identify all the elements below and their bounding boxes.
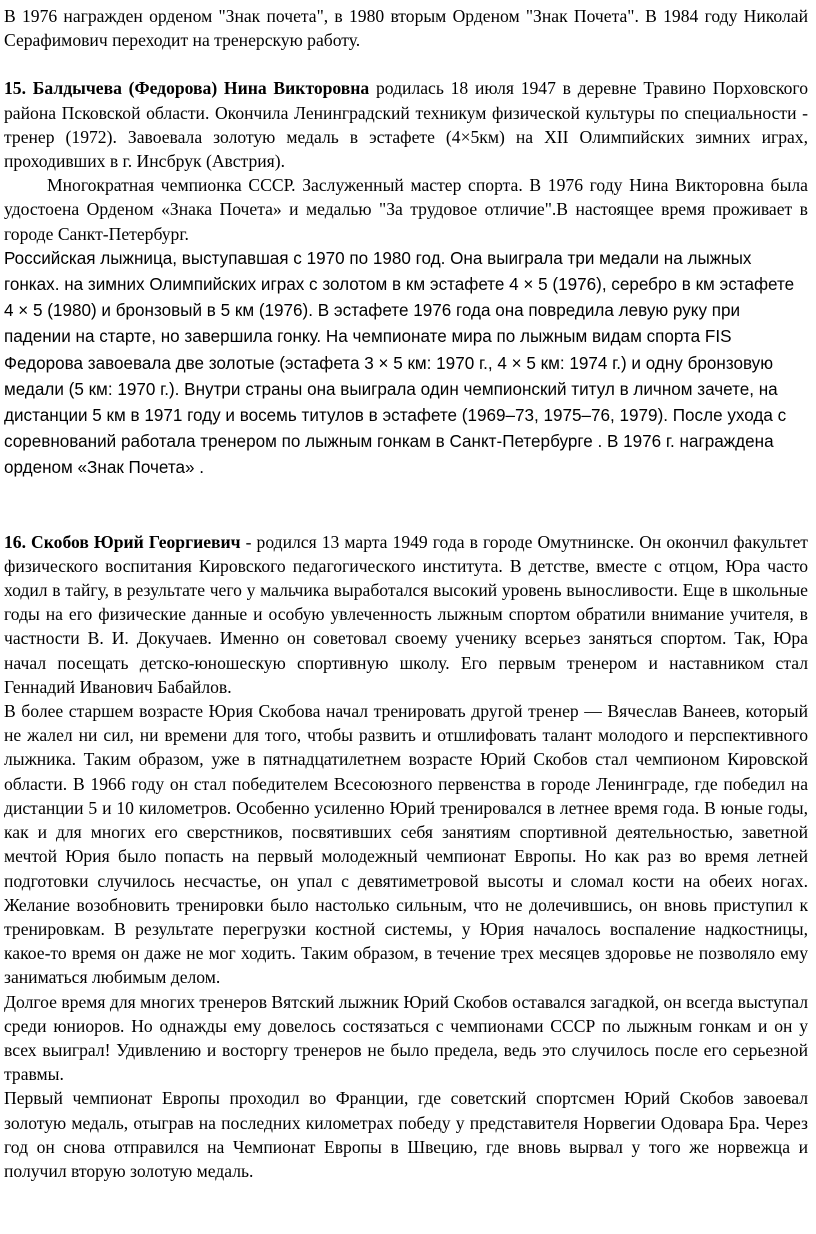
section-15-paragraph	[4, 76, 808, 173]
section-16-number: 16.	[4, 531, 26, 552]
section-15-paragraph-2: Многократная чемпионка СССР. Заслуженный мастер спорта. В 1976 году Нина Викторовна была удостоена Орденом «Знака Почета» и медалью "За трудовое отличие".В настоящее время проживает в городе Санкт-Петербург.	[4, 175, 808, 244]
section-15-paragraph-3: Российская лыжница, выступавшая с 1970 по 1980 год. Она выиграла три медали на лыжных гонках. на зимних Олимпийских играх с золотом в км эстафете 4 × 5 (1976), серебро в км эстафете 4 × 5 (1980) и бронзовый в 5 км (1976). В эстафете 1976 года она повредила левую руку при падении на старте, но завершила гонку. На чемпионате мира по лыжным видам спорта FIS Федорова завоевала две золотые (эстафета 3 × 5 км: 1970 г., 4 × 5 км: 1974 г.) и одну бронзовую медали (5 км: 1970 г.). Внутри страны она выиграла один чемпионский титул в личном зачете, на дистанции 5 км в 1971 году и восемь титулов в эстафете (1969–73, 1975–76, 1979). После ухода с соревнований работала тренером по лыжным гонкам в Санкт-Петербурге . В 1976 г. награждена орденом «Знак Почета» .	[4, 248, 795, 478]
section-15-number: 15.	[4, 78, 26, 99]
section-16-paragraph-4: Первый чемпионат Европы проходил во Франции, где советский спортсмен Юрий Скобов завоевал золотую медаль, отыграв на последних километрах победу у представителя Норвегии Одовара Бра. Через год он снова отправился на Чемпионат Европы в Швецию, где вновь вырвал у того же норвежца и получил вторую золотую медаль.	[4, 1088, 808, 1181]
intro-paragraph: В 1976 награжден орденом "Знак почета", в 1980 вторым Орденом "Знак Почета". В 1984 году Николай Серафимович переходит на тренерскую работу.	[4, 6, 808, 51]
section-16-paragraph-3: Долгое время для многих тренеров Вятский лыжник Юрий Скобов оставался загадкой, он всегда выступал среди юниоров. Но однажды ему довелось состязаться с чемпионами СССР по лыжным гонкам и он у всех выиграл! Удивлению и восторгу тренеров не было предела, ведь это случилось после его серьезной травмы.	[4, 991, 808, 1085]
spacer	[4, 52, 808, 76]
section-16-paragraph	[4, 530, 808, 699]
spacer	[4, 506, 808, 530]
section-16-name: Скобов Юрий Георгиевич	[26, 531, 241, 552]
section-15-name: Балдычева (Федорова) Нина Викторовна	[26, 78, 370, 99]
section-16-bio: - родился 13 марта 1949 года в городе Омутнинске. Он окончил факультет физического воспитания Кировского педагогического института. В детстве, вместе с отцом, Юра часто ходил в тайгу, в результате чего у мальчика выработался высокий уровень выносливости. Еще в школьные годы на его физические данные и особую увлеченность лыжным спортом обратили внимание учителя, в частности В. И. Докучаев. Именно он советовал своему ученику всерьез заняться спортом. Так, Юра начал посещать детско-юношескую спортивную школу. Его первым тренером и наставником стал Геннадий Иванович Бабайлов.	[4, 531, 808, 697]
section-15-bio: родилась 18 июля 1947 в деревне Травино Порховского района Псковской области. Окончила Ленинградский техникум физической культуры по специальности - тренер (1972). Завоевала золотую медаль в эстафете (4×5км) на XII Олимпийских зимних играх, проходивших в г. Инсбрук (Австрия).	[4, 78, 808, 172]
spacer	[4, 482, 808, 506]
section-16-paragraph-2: В более старшем возрасте Юрия Скобова начал тренировать другой тренер — Вячеслав Ванеев, который не жалел ни сил, ни времени для того, чтобы развить и отшлифовать талант молодого и перспективного лыжника. Таким образом, уже в пятнадцатилетнем возрасте Юрий Скобов стал чемпионом Кировской области. В 1966 году он стал победителем Всесоюзного первенства в городе Ленинграде, где победил на дистанции 5 и 10 километров. Особенно усиленно Юрий тренировался в летнее время года. В юные годы, как и для многих его сверстников, посвятивших себя занятиям спортивной деятельностью, заветной мечтой Юрия было попасть на первый молодежный чемпионат Европы. Но как раз во время летней подготовки случилось несчастье, он упал с девятиметровой высоты и сломал кости на обеих ногах. Желание возобновить тренировки было настолько сильным, что не долечившись, он вновь приступил к тренировкам. В результате перегрузки костной системы, у Юрия началось воспаление надкостницы, какое-то время он даже не мог ходить. Таким образом, в течение трех месяцев здоровье не позволяло ему заниматься любимым делом.	[4, 701, 808, 988]
